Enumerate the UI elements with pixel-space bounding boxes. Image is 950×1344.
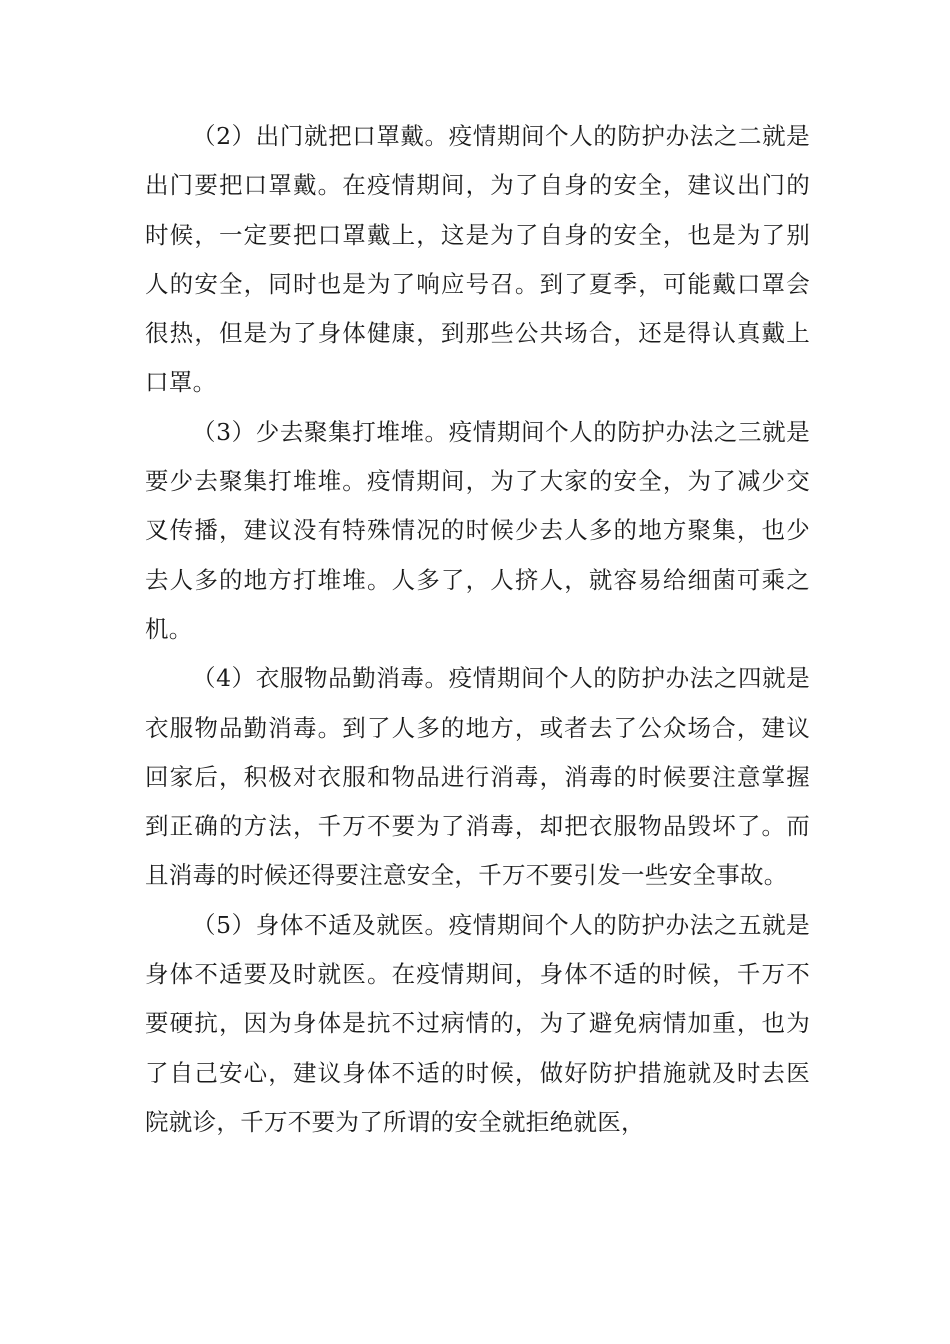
paragraph-medical: （5）身体不适及就医。疫情期间个人的防护办法之五就是身体不适要及时就医。在疫情期间，身体不适的时候，千万不要硬抗，因为身体是抗不过病情的，为了避免病情加重，也为了自己安心，建议身体不适的时候，做好防护措施就及时去医院就诊，千万不要为了所谓的安全就拒绝就医，: [145, 910, 810, 1136]
document-body: [145, 112, 810, 1147]
paragraph-disinfection: （4）衣服物品勤消毒。疫情期间个人的防护办法之四就是衣服物品勤消毒。到了人多的地方，或者去了公众场合，建议回家后，积极对衣服和物品进行消毒，消毒的时候要注意掌握到正确的方法，千万不要为了消毒，却把衣服物品毁坏了。而且消毒的时候还得要注意安全，千万不要引发一些安全事故。: [145, 664, 810, 890]
paragraph-gathering: （3）少去聚集打堆堆。疫情期间个人的防护办法之三就是要少去聚集打堆堆。疫情期间，为了大家的安全，为了减少交叉传播，建议没有特殊情况的时候少去人多的地方聚集，也少去人多的地方打堆堆。人多了，人挤人，就容易给细菌可乘之机。: [145, 417, 810, 643]
paragraph-mask: （2）出门就把口罩戴。疫情期间个人的防护办法之二就是出门要把口罩戴。在疫情期间，为了自身的安全，建议出门的时候，一定要把口罩戴上，这是为了自身的安全，也是为了别人的安全，同时也是为了响应号召。到了夏季，可能戴口罩会很热，但是为了身体健康，到那些公共场合，还是得认真戴上口罩。: [145, 122, 810, 397]
